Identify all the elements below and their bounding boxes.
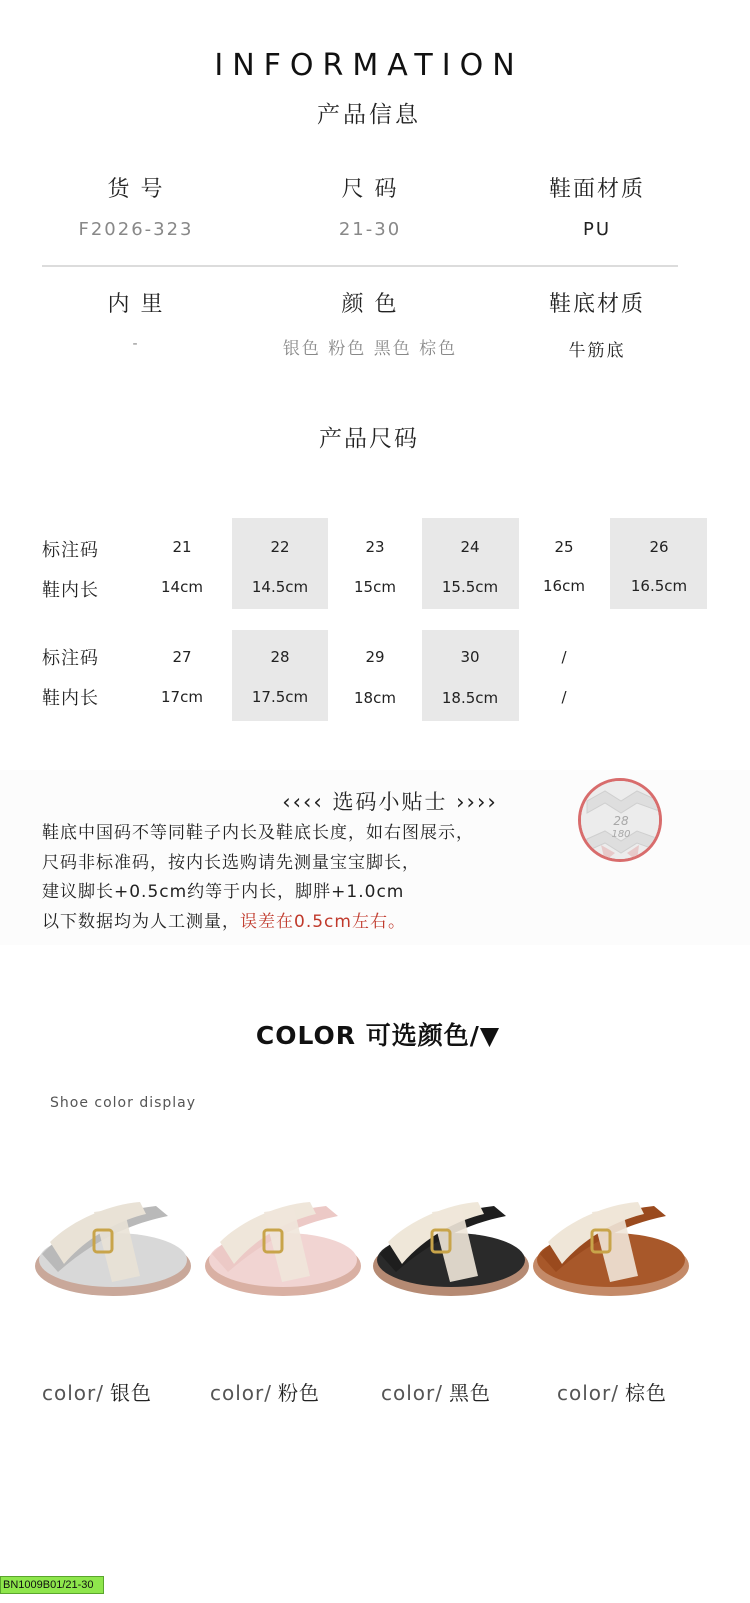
length-cell: 14cm — [161, 578, 203, 596]
info-cell-size — [270, 172, 470, 240]
info-value: - — [132, 336, 140, 352]
length-row-label: 鞋内长 — [42, 688, 99, 709]
sandal-icon — [366, 1180, 536, 1310]
info-value: 银色 粉色 黑色 棕色 — [282, 339, 458, 359]
tips-line — [42, 907, 406, 932]
info-value: 21-30 — [338, 219, 402, 240]
length-cell: 15.5cm — [441, 578, 499, 596]
size-row-label: 标注码 — [42, 540, 99, 561]
tips-line: 鞋底中国码不等同鞋子内长及鞋底长度，如右图展示， — [42, 823, 474, 843]
sandal-icon — [28, 1180, 198, 1310]
sole-mark-bottom: 180 — [611, 829, 631, 840]
color-label-pink — [210, 1377, 320, 1406]
shaded-column — [232, 630, 328, 721]
divider — [42, 265, 678, 267]
sandal-icon — [526, 1180, 696, 1310]
info-cell-colors — [220, 287, 520, 359]
size-cell: 28 — [270, 648, 290, 666]
shoe-image-silver — [28, 1180, 198, 1310]
length-row-label: 鞋内长 — [42, 580, 99, 601]
tips-text: 以下数据均为人工测量， — [42, 912, 240, 932]
color-name: 银色 — [110, 1381, 152, 1405]
info-value: PU — [582, 219, 612, 240]
triangle-down-icon: ▼ — [479, 1021, 501, 1050]
info-label: 货 号 — [107, 177, 165, 202]
color-label-black — [381, 1377, 491, 1406]
info-cell-item-no — [36, 172, 236, 240]
color-prefix: color/ — [210, 1381, 272, 1405]
page-title-en: INFORMATION — [214, 48, 524, 83]
sole-detail-image — [578, 778, 662, 862]
length-cell: 17cm — [161, 688, 203, 706]
length-cell: 15cm — [354, 578, 396, 596]
length-cell: 17.5cm — [251, 688, 309, 706]
info-cell-lining — [36, 287, 236, 352]
color-prefix: color/ — [42, 1381, 104, 1405]
size-chart-title: 产品尺码 — [319, 426, 419, 452]
size-cell: 30 — [460, 648, 480, 666]
shaded-column — [610, 518, 707, 609]
shoe-image-black — [366, 1180, 536, 1310]
info-label: 鞋面材质 — [548, 177, 645, 202]
size-cell: 24 — [460, 538, 480, 556]
sole-mark-top: 28 — [613, 814, 629, 828]
length-cell: 16.5cm — [630, 577, 688, 595]
page-title-cn: 产品信息 — [317, 102, 421, 128]
size-cell: / — [561, 648, 567, 666]
info-label: 鞋底材质 — [548, 292, 645, 317]
shoe-image-pink — [198, 1180, 368, 1310]
sandal-icon — [198, 1180, 368, 1310]
color-subtitle: Shoe color display — [50, 1095, 197, 1111]
color-prefix: color/ — [557, 1381, 619, 1405]
info-value: F2026-323 — [78, 219, 194, 240]
info-label: 尺 码 — [341, 177, 399, 202]
size-cell: 29 — [365, 648, 385, 666]
color-label-silver — [42, 1377, 152, 1406]
tips-line: 尺码非标准码，按内长选购请先测量宝宝脚长， — [42, 853, 420, 873]
color-name: 粉色 — [278, 1381, 320, 1405]
length-cell: 16cm — [543, 577, 585, 595]
tips-warning-text: 误差在0.5cm左右。 — [240, 912, 406, 932]
color-prefix: color/ — [381, 1381, 443, 1405]
length-cell: / — [561, 688, 567, 706]
info-label: 内 里 — [107, 292, 165, 317]
size-cell: 21 — [172, 538, 192, 556]
size-row-label: 标注码 — [42, 648, 99, 669]
color-section-title — [0, 1016, 750, 1052]
length-cell: 14.5cm — [251, 578, 309, 596]
info-value: 牛筋底 — [568, 341, 626, 361]
info-cell-sole-material — [497, 287, 697, 361]
size-cell: 23 — [365, 538, 385, 556]
length-cell: 18.5cm — [441, 689, 499, 707]
shaded-column — [422, 630, 519, 721]
color-name: 棕色 — [625, 1381, 667, 1405]
shoe-image-brown — [526, 1180, 696, 1310]
size-cell: 25 — [554, 538, 574, 556]
color-label-brown — [557, 1377, 667, 1406]
sku-tag: BN1009B01/21-30 — [0, 1576, 104, 1594]
size-cell: 22 — [270, 538, 290, 556]
tips-line: 建议脚长+0.5cm约等于内长，脚胖+1.0cm — [42, 882, 405, 902]
length-cell: 18cm — [354, 689, 396, 707]
color-name: 黑色 — [449, 1381, 491, 1405]
info-label: 颜 色 — [341, 292, 399, 317]
color-title-text: COLOR 可选颜色/ — [255, 1021, 480, 1050]
tips-title: ‹‹‹‹ 选码小贴士 ›››› — [282, 790, 498, 814]
info-cell-upper-material — [497, 172, 697, 240]
size-cell: 26 — [649, 538, 669, 556]
size-cell: 27 — [172, 648, 192, 666]
